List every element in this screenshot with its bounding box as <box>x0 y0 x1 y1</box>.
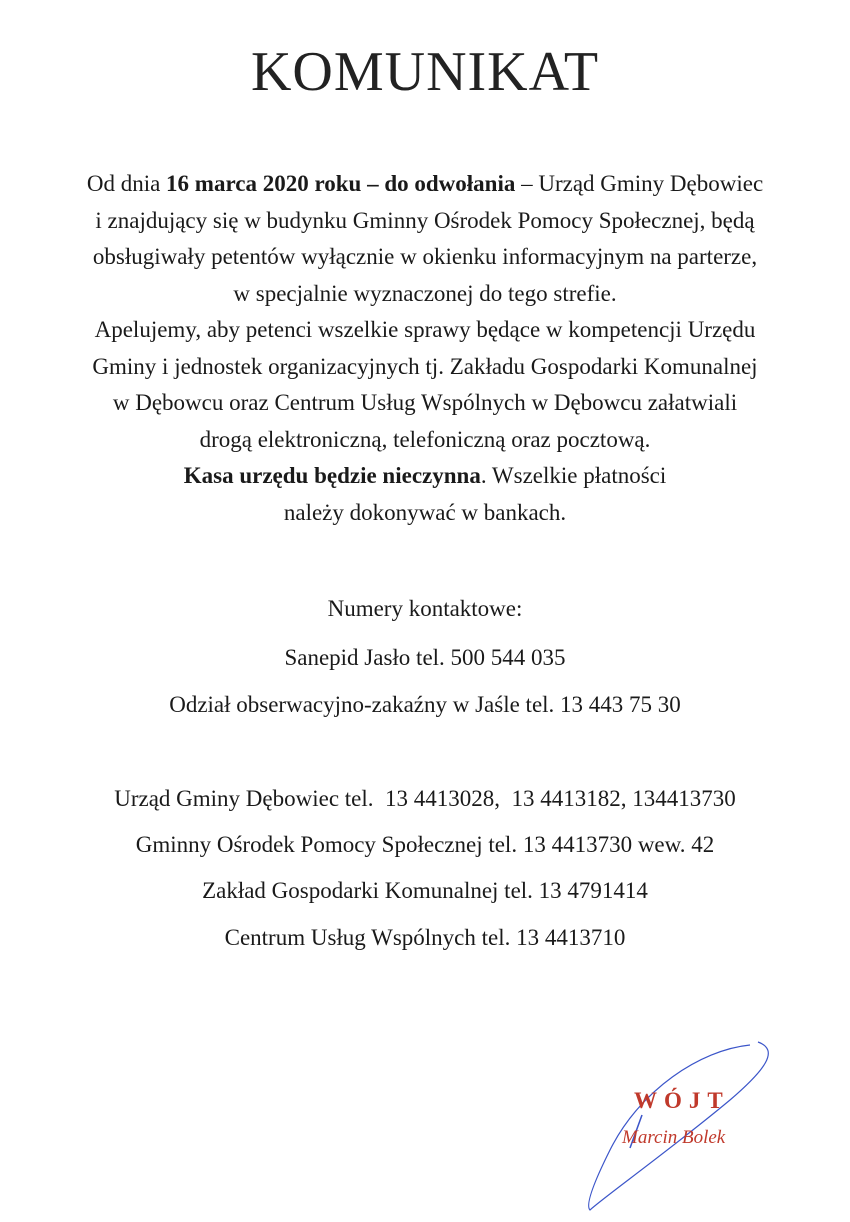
contact-gops: Gminny Ośrodek Pomocy Społecznej tel. 13 4413730 wew. 42 <box>135 832 715 857</box>
paragraph-line: i znajdujący się w budynku Gminny Ośrodek Pomocy Społecznej, będą <box>95 207 755 233</box>
paragraph-text: . Wszelkie płatności <box>480 463 667 488</box>
paragraph-line: w Dębowcu oraz Centrum Usług Wspólnych w Dębowcu załatwiali <box>112 390 738 415</box>
contact-oddzial: Odział obserwacyjno-zakaźny w Jaśle tel. 13 443 75 30 <box>169 692 681 717</box>
paragraph-line: Gminy i jednostek organizacyjnych tj. Zakładu Gospodarki Komunalnej <box>92 353 758 379</box>
signature-mark <box>580 1030 800 1220</box>
cashier-paragraph <box>0 458 850 531</box>
paragraph-line <box>0 166 850 203</box>
contact-urzad: Urząd Gminy Dębowiec tel. 13 4413028, 13 4413182, 134413730 <box>114 786 736 811</box>
contact-sanepid: Sanepid Jasło tel. 500 544 035 <box>284 645 566 670</box>
announcement-paragraph <box>0 166 850 312</box>
document-title: KOMUNIKAT <box>250 41 600 103</box>
paragraph-line: obsługiwały petentów wyłącznie w okienku informacyjnym na parterze, <box>92 244 758 269</box>
date-emphasis: 16 marca 2020 roku – do odwołania <box>166 171 516 196</box>
appeal-paragraph <box>0 312 850 458</box>
paragraph-text: – Urząd Gminy Dębowiec <box>515 171 764 196</box>
cashier-closed-emphasis: Kasa urzędu będzie nieczynna <box>183 463 481 488</box>
paragraph-text: Od dnia <box>86 171 167 196</box>
signature-stroke <box>589 1042 769 1210</box>
paragraph-line: w specjalnie wyznaczonej do tego strefie. <box>233 280 617 306</box>
paragraph-line <box>0 458 850 495</box>
paragraph-line: Apelujemy, aby petenci wszelkie sprawy będące w kompetencji Urzędu <box>94 317 756 342</box>
contact-zgk: Zakład Gospodarki Komunalnej tel. 13 4791414 <box>202 878 648 903</box>
paragraph-line: należy dokonywać w bankach. <box>283 499 567 525</box>
contact-cuw: Centrum Usług Wspólnych tel. 13 4413710 <box>224 925 626 950</box>
paragraph-line: drogą elektroniczną, telefoniczną oraz pocztową. <box>199 426 651 452</box>
contacts-heading: Numery kontaktowe: <box>327 596 523 621</box>
stamp-title: WÓJT <box>634 1088 730 1113</box>
stamp-name: Marcin Bolek <box>622 1127 726 1148</box>
